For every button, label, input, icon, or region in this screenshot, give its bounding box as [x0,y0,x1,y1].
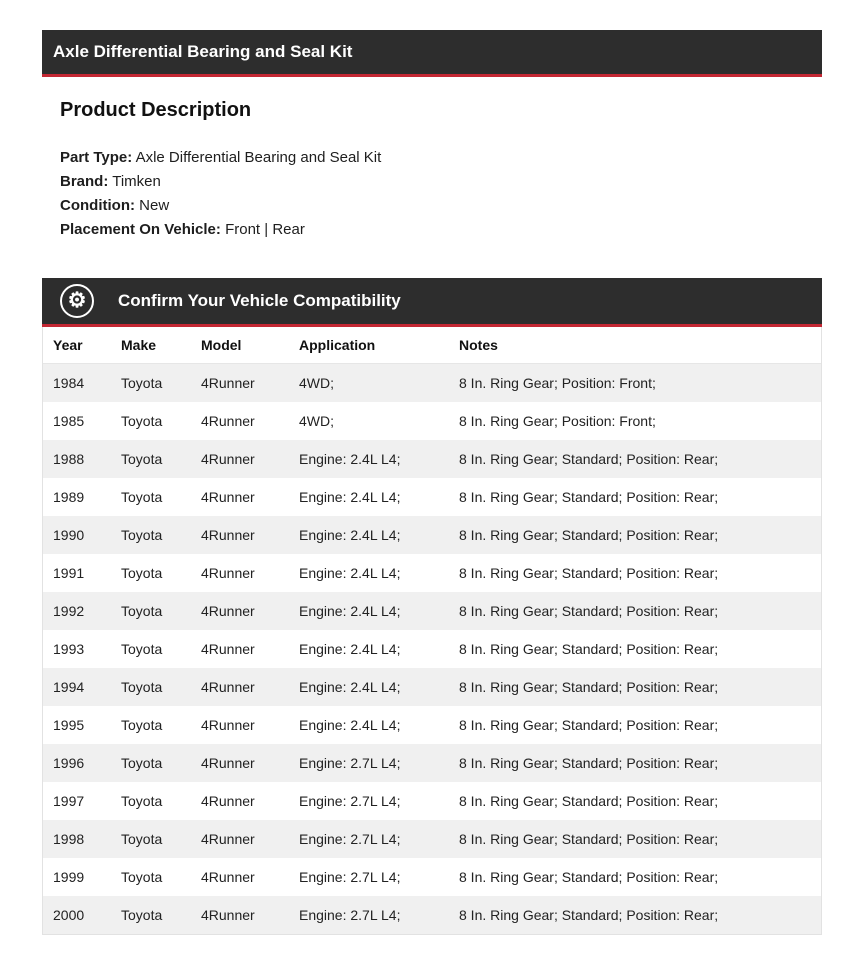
table-cell: 8 In. Ring Gear; Standard; Position: Rear; [459,641,719,657]
table-row [43,820,821,858]
attribute-label: Part Type: [60,149,133,166]
table-cell: 1990 [53,527,85,543]
compatibility-table-body [43,364,821,935]
table-cell: 1998 [53,831,85,847]
table-cell: 4Runner [201,869,255,885]
product-attribute [60,146,394,170]
product-attribute [60,170,394,194]
table-cell: 4Runner [201,679,255,695]
table-cell: Toyota [121,641,163,657]
table-cell: Toyota [121,869,163,885]
table-cell: 8 In. Ring Gear; Standard; Position: Rear; [459,907,719,923]
table-cell: 1996 [53,755,85,771]
table-cell: 4Runner [201,907,255,923]
table-cell: Engine: 2.4L L4; [299,565,401,581]
attribute-label: Placement On Vehicle: [60,221,221,238]
table-cell: Toyota [121,793,163,809]
table-cell: Toyota [121,413,163,429]
compatibility-card [42,278,822,935]
table-row [43,440,821,478]
attribute-value: Front | Rear [220,221,305,238]
table-cell: 1989 [53,489,85,505]
table-cell: 8 In. Ring Gear; Standard; Position: Rear; [459,565,719,581]
table-cell: Toyota [121,603,163,619]
column-header: Model [191,327,289,364]
attribute-label: Condition: [60,197,135,214]
table-cell: 8 In. Ring Gear; Standard; Position: Rear; [459,603,719,619]
table-cell: Engine: 2.4L L4; [299,451,401,467]
table-cell: 8 In. Ring Gear; Position: Front; [459,375,656,391]
table-row [43,858,821,896]
table-cell: 1999 [53,869,85,885]
table-row [43,478,821,516]
table-cell: Engine: 2.7L L4; [299,831,401,847]
table-cell: Engine: 2.7L L4; [299,869,401,885]
table-cell: 4Runner [201,489,255,505]
table-cell: Toyota [121,451,163,467]
table-cell: Toyota [121,907,163,923]
table-row [43,782,821,820]
table-cell: Engine: 2.7L L4; [299,907,401,923]
attribute-value: New [134,197,170,214]
table-cell: 4Runner [201,413,255,429]
table-cell: 1994 [53,679,85,695]
table-cell: Toyota [121,717,163,733]
column-header: Application [289,327,449,364]
table-row [43,706,821,744]
attribute-value: Axle Differential Bearing and Seal Kit [132,149,382,166]
table-cell: 8 In. Ring Gear; Standard; Position: Rear; [459,793,719,809]
column-header: Notes [449,327,821,364]
compatibility-table [43,327,821,934]
table-cell: Engine: 2.4L L4; [299,603,401,619]
table-row [43,592,821,630]
table-cell: 1997 [53,793,85,809]
table-cell: 4Runner [201,527,255,543]
attribute-value: Timken [108,173,161,190]
table-row [43,554,821,592]
table-cell: 8 In. Ring Gear; Standard; Position: Rear; [459,527,719,543]
table-cell: Engine: 2.4L L4; [299,527,401,543]
table-cell: 4Runner [201,641,255,657]
table-cell: 4Runner [201,831,255,847]
table-cell: 1991 [53,565,85,581]
product-title-bar [42,30,822,77]
compatibility-header-row [43,327,821,364]
table-cell: 4Runner [201,603,255,619]
table-cell: Engine: 2.4L L4; [299,641,401,657]
table-cell: 8 In. Ring Gear; Position: Front; [459,413,656,429]
table-row [43,744,821,782]
table-cell: 4Runner [201,755,255,771]
table-cell: 4Runner [201,565,255,581]
table-cell: 8 In. Ring Gear; Standard; Position: Rear; [459,717,719,733]
table-cell: Toyota [121,565,163,581]
table-cell: 8 In. Ring Gear; Standard; Position: Rear; [459,755,719,771]
product-attributes [60,146,394,242]
table-cell: 2000 [53,907,85,923]
compatibility-title-bar [42,278,822,327]
table-cell: Toyota [121,679,163,695]
table-cell: 4WD; [299,413,334,429]
compatibility-heading: Confirm Your Vehicle Compatibility [118,291,401,310]
table-cell: 1985 [53,413,85,429]
product-attribute [60,194,394,218]
product-description-section [42,77,822,242]
table-cell: 8 In. Ring Gear; Standard; Position: Rear; [459,451,719,467]
table-row [43,668,821,706]
table-cell: 8 In. Ring Gear; Standard; Position: Rear; [459,869,719,885]
table-row [43,402,821,440]
table-cell: 8 In. Ring Gear; Standard; Position: Rear; [459,679,719,695]
product-attribute [60,218,394,242]
table-cell: Engine: 2.4L L4; [299,679,401,695]
table-cell: Engine: 2.7L L4; [299,755,401,771]
table-cell: 8 In. Ring Gear; Standard; Position: Rear; [459,489,719,505]
table-row [43,896,821,934]
table-cell: 1984 [53,375,85,391]
table-cell: Engine: 2.4L L4; [299,489,401,505]
table-cell: 8 In. Ring Gear; Standard; Position: Rear; [459,831,719,847]
table-row [43,630,821,668]
table-cell: 4Runner [201,375,255,391]
product-title: Axle Differential Bearing and Seal Kit [53,42,353,61]
table-cell: Toyota [121,375,163,391]
product-description-heading: Product Description [60,99,252,121]
table-cell: Engine: 2.4L L4; [299,717,401,733]
table-cell: Engine: 2.7L L4; [299,793,401,809]
table-row [43,364,821,403]
table-cell: 4Runner [201,793,255,809]
table-cell: 1992 [53,603,85,619]
column-header: Year [43,327,111,364]
table-cell: 4Runner [201,451,255,467]
table-cell: 1993 [53,641,85,657]
attribute-label: Brand: [60,173,109,190]
table-cell: Toyota [121,831,163,847]
table-row [43,516,821,554]
gear-icon [60,284,94,318]
table-cell: 4WD; [299,375,334,391]
table-cell: 4Runner [201,717,255,733]
gear-icon-glyph: ⚙ [67,288,87,312]
table-cell: Toyota [121,755,163,771]
table-cell: Toyota [121,489,163,505]
column-header: Make [111,327,191,364]
table-cell: 1988 [53,451,85,467]
table-cell: 1995 [53,717,85,733]
table-cell: Toyota [121,527,163,543]
